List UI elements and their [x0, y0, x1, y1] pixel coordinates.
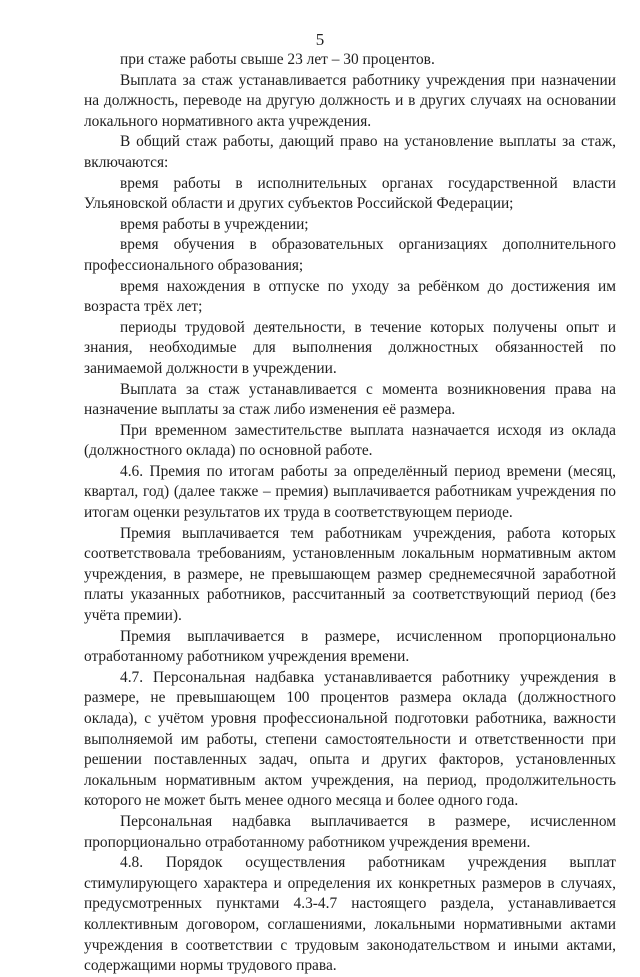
paragraph-allowance-proportional: Персональная надбавка выплачивается в размере, исчисленном пропорционально отработанному работником учреждения времени.: [84, 812, 616, 851]
section-4-8-payment-procedure: 4.8. Порядок осуществления работникам учреждения выплат стимулирующего характера и определения их конкретных размеров в случаях, предусмотренных пунктами 4.3-4.7 настоящего раздела, устанавливается коллективным договором, соглашениями, локальными нормативными актами учреждения в соответствии с трудовым законодательством и иными актами, содержащими нормы трудового права.: [84, 854, 616, 975]
paragraph-seniority-effective-date: Выплата за стаж устанавливается с момента возникновения права на назначение выплаты за стаж либо изменения её размера.: [84, 380, 616, 419]
section-4-7-personal-allowance: 4.7. Персональная надбавка устанавливается работнику учреждения в размере, не превышающем 100 процентов размера оклада (должностного оклада), с учётом уровня профессиональной подготовки работника, важности выполняемой им работы, степени самостоятельности и ответственности при решении поставленных задач, опыта и других факторов, установленных локальным нормативным актом учреждения, на период, продолжительность которого не может быть менее одного месяца и более одного года.: [84, 668, 616, 810]
page-number: 5: [315, 30, 325, 49]
paragraph-seniority-payment-basis: Выплата за стаж устанавливается работнику учреждения при назначении на должность, переводе на другую должность и в других случаях на основании локального нормативного акта учреждения.: [84, 71, 616, 130]
paragraph-bonus-eligibility: Премия выплачивается тем работникам учреждения, работа которых соответствовала требованиям, установленным локальным нормативным актом учреждения, в размере, не превышающем размер среднемесячной заработной платы указанных работников, рассчитанный за соответствующий период (без учёта премии).: [84, 524, 616, 625]
list-item-government-service: время работы в исполнительных органах государственной власти Ульяновской области и других субъектов Российской Федерации;: [84, 174, 616, 213]
paragraph-temporary-substitution: При временном заместительстве выплата назначается исходя из оклада (должностного оклада) по основной работе.: [84, 421, 616, 460]
list-item-additional-education: время обучения в образовательных организациях дополнительного профессионального образования;: [84, 236, 616, 274]
list-item-work-experience-periods: периоды трудовой деятельности, в течение которых получены опыт и знания, необходимые для выполнения должностных обязанностей по занимаемой должности в учреждении.: [84, 318, 616, 377]
paragraph-bonus-proportional: Премия выплачивается в размере, исчисленном пропорционально отработанному работником учреждения времени.: [84, 627, 616, 666]
list-item-institution-service: время работы в учреждении;: [120, 215, 309, 233]
document-body: [84, 50, 616, 977]
list-item-childcare-leave: время нахождения в отпуске по уходу за ребёнком до достижения им возраста трёх лет;: [84, 277, 616, 316]
paragraph-seniority-23-years: при стаже работы свыше 23 лет – 30 процентов.: [120, 51, 435, 68]
section-4-6-bonus: 4.6. Премия по итогам работы за определённый период времени (месяц, квартал, год) (далее также – премия) выплачивается работникам учреждения по итогам оценки результатов их труда в соответствующем периоде.: [84, 462, 616, 522]
paragraph-total-service-includes: В общий стаж работы, дающий право на установление выплаты за стаж, включаются:: [84, 133, 616, 171]
